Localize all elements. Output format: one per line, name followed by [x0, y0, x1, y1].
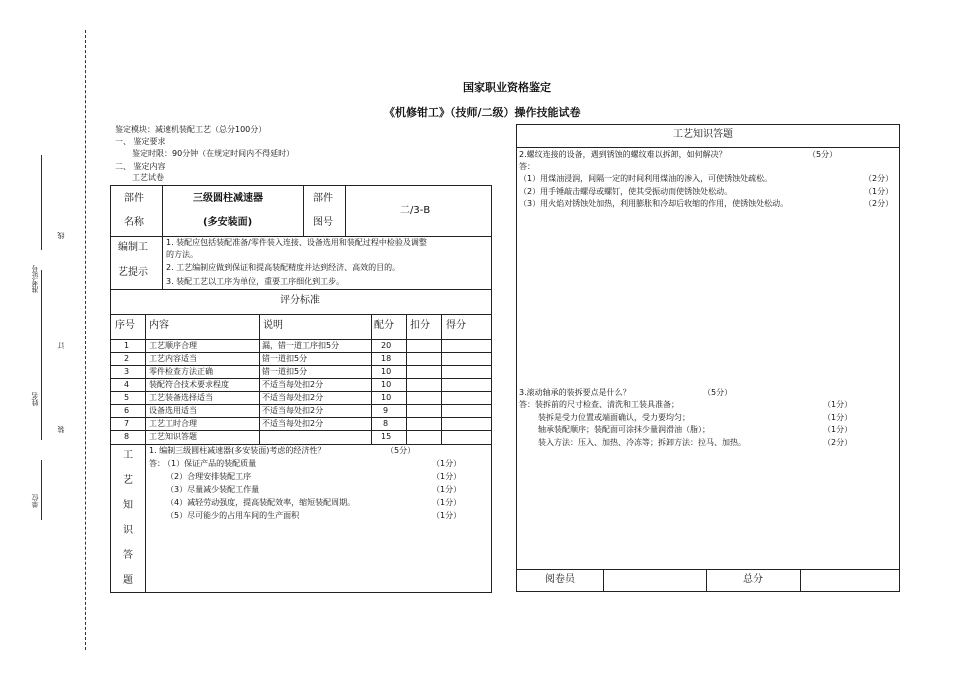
q1-score: （5分）: [386, 446, 416, 455]
knowledge-label-char-2: 艺: [123, 475, 133, 486]
hint-line-1: 1. 装配应包括装配准备/零件装入连接、设备选用和装配过程中检验及调整: [166, 238, 427, 247]
binding-line-1: [41, 155, 42, 250]
q1-answer-4: （4）减轻劳动强度，提高装配效率，缩短装配周期。: [166, 498, 356, 507]
row-no: 4: [124, 380, 130, 389]
hint-line-3: 2. 工艺编制应做到保证和提高装配精度并达到经济、高效的目的。: [166, 263, 401, 272]
row-score: 8: [383, 419, 389, 428]
col-header-score: 配分: [374, 320, 394, 331]
part-name-value-1: 三级圆柱减速器: [193, 193, 263, 204]
binding-line-2: [41, 270, 42, 440]
col-header-deduct: 扣分: [410, 320, 430, 331]
drawing-label-1: 部件: [313, 193, 333, 204]
q1-question: 1. 编制三级圆柱减速器(多安装面)考虑的经济性？: [149, 446, 326, 455]
row-content: 工艺顺序合理: [149, 341, 197, 350]
row-content: 零件检查方法正确: [149, 367, 213, 376]
q3-score: （5分）: [703, 388, 733, 397]
part-name-label-2: 名称: [124, 217, 144, 228]
page-title: 国家职业资格鉴定: [463, 81, 551, 94]
hint-label-1: 编制工: [118, 242, 148, 253]
row-no: 6: [124, 406, 130, 415]
row-score: 20: [381, 341, 392, 350]
q2-score: （5分）: [808, 150, 838, 159]
row-content: 工艺内容适当: [149, 354, 197, 363]
scoring-title: 评分标准: [280, 295, 320, 306]
q3-answer-2: 装拆是受力位置或端面确认，受力要均匀；: [538, 413, 690, 422]
intro-module: 鉴定模块：减速机装配工艺（总分100分）: [115, 125, 267, 134]
q3-answer-2-score: （1分）: [823, 413, 853, 422]
q3-answer-4-score: （2分）: [823, 438, 853, 447]
q1-answer-5-score: （1分）: [432, 511, 462, 520]
row-desc: 不适当每处扣2分: [262, 419, 324, 428]
q3-answer-4: 装入方法：压入、加热、冷冻等；拆卸方法：拉马、加热。: [538, 438, 746, 447]
q1-answer-5: （5）尽可能少的占用车间的生产面积: [166, 511, 300, 520]
q1-answer-1-score: （1分）: [432, 459, 462, 468]
binding-label-exam-id: 准考证号: [31, 265, 39, 293]
knowledge-label-char-6: 题: [123, 575, 133, 586]
q3-answer-1: 答：装拆前的尺寸检查、清洗和工装具准备；: [519, 400, 679, 409]
total-score-label: 总分: [743, 574, 763, 585]
q1-answer-4-score: （1分）: [432, 498, 462, 507]
row-desc: 漏，错一道工序扣5分: [262, 341, 340, 350]
q2-answer-prefix: 答：: [519, 162, 535, 171]
part-name-value-2: (多安装面): [203, 217, 253, 228]
row-score: 10: [381, 393, 392, 402]
q1-answer-2-score: （1分）: [432, 472, 462, 481]
row-desc: 不适当每处扣2分: [262, 380, 324, 389]
row-score: 10: [381, 380, 392, 389]
intro-content-heading: 二、 鉴定内容: [115, 162, 166, 171]
hint-line-2: 的方法。: [166, 250, 198, 259]
row-content: 工艺知识答题: [149, 432, 197, 441]
row-content: 装配符合技术要求程度: [149, 380, 229, 389]
col-header-content: 内容: [149, 320, 169, 331]
binding-mark-ding: 订: [57, 342, 65, 349]
reviewer-label: 阅卷员: [545, 574, 575, 585]
page-subtitle: 《机修钳工》（技师/二级）操作技能试卷: [384, 106, 581, 119]
row-no: 8: [124, 432, 130, 441]
q1-answer-3-score: （1分）: [432, 485, 462, 494]
q1-answer-2: （2）合理安排装配工序: [166, 472, 252, 481]
hint-line-4: 3. 装配工艺以工序为单位，重要工序细化到工步。: [166, 277, 345, 286]
row-no: 2: [124, 354, 130, 363]
q3-question: 3.滚动轴承的装拆要点是什么？: [519, 388, 631, 397]
col-header-earned: 得分: [446, 320, 466, 331]
row-no: 7: [124, 419, 130, 428]
intro-process: 工艺试卷: [132, 173, 164, 182]
row-no: 5: [124, 393, 130, 402]
hint-label-2: 艺提示: [118, 267, 148, 278]
knowledge-label-char-3: 知: [123, 500, 133, 511]
row-desc: 不适当每处扣2分: [262, 393, 324, 402]
row-score: 15: [381, 432, 392, 441]
q1-answer-1: （1）保证产品的装配质量: [163, 459, 257, 468]
q2-answer-2: （2）用手锤敲击螺母或螺钉，使其受振动而使锈蚀处松动。: [519, 187, 733, 196]
row-no: 3: [124, 367, 130, 376]
row-content: 工艺装备选择适当: [149, 393, 213, 402]
q2-answer-3-score: （2分）: [864, 199, 894, 208]
part-name-label-1: 部件: [124, 193, 144, 204]
drawing-number: 二/3-B: [400, 205, 431, 216]
q3-answer-1-score: （1分）: [823, 400, 853, 409]
binding-mark-zhuang: 装: [57, 426, 65, 433]
intro-requirement-heading: 一、 鉴定要求: [115, 137, 166, 146]
knowledge-label-char-4: 识: [123, 525, 133, 536]
knowledge-label-char-5: 答: [123, 550, 133, 561]
binding-mark-xian: 线: [57, 232, 65, 239]
intro-time-limit: 鉴定时限：90分钟（在规定时间内不得延时）: [132, 149, 295, 158]
q2-answer-1: （1）用煤油浸润，间隔一定的时间利用煤油的渗入，可使锈蚀处疏松。: [519, 174, 773, 183]
q2-answer-1-score: （2分）: [864, 174, 894, 183]
row-no: 1: [124, 341, 130, 350]
col-header-desc: 说明: [263, 320, 283, 331]
q2-answer-2-score: （1分）: [864, 187, 894, 196]
q1-answer-3: （3）尽量减少装配工作量: [166, 485, 260, 494]
row-desc: 不适当每处扣2分: [262, 406, 324, 415]
row-score: 18: [381, 354, 392, 363]
right-title: 工艺知识答题: [673, 129, 733, 140]
row-content: 设备选用适当: [149, 406, 197, 415]
binding-line-3: [41, 460, 42, 520]
row-desc: 错一道扣5分: [262, 367, 308, 376]
binding-cut-line: [85, 30, 86, 650]
row-content: 工艺工时合理: [149, 419, 197, 428]
q3-answer-3: 轴承装配顺序；装配面可涂抹少量润滑油（脂）；: [538, 425, 710, 434]
col-header-no: 序号: [115, 320, 135, 331]
binding-label-name: 姓名: [31, 392, 39, 406]
q2-question: 2.螺纹连接的设备，遇到锈蚀的螺纹难以拆卸，如何解决？: [519, 150, 727, 159]
row-score: 10: [381, 367, 392, 376]
q1-answer-prefix: 答：: [149, 459, 165, 468]
row-score: 9: [383, 406, 389, 415]
row-desc: 错一道扣5分: [262, 354, 308, 363]
binding-label-unit: 单位: [31, 494, 39, 508]
drawing-label-2: 图号: [313, 217, 333, 228]
knowledge-label-char-1: 工: [123, 450, 133, 461]
q3-answer-3-score: （1分）: [823, 425, 853, 434]
q2-answer-3: （3）用火焰对锈蚀处加热，利用膨胀和冷却后收缩的作用，使锈蚀处松动。: [519, 199, 789, 208]
